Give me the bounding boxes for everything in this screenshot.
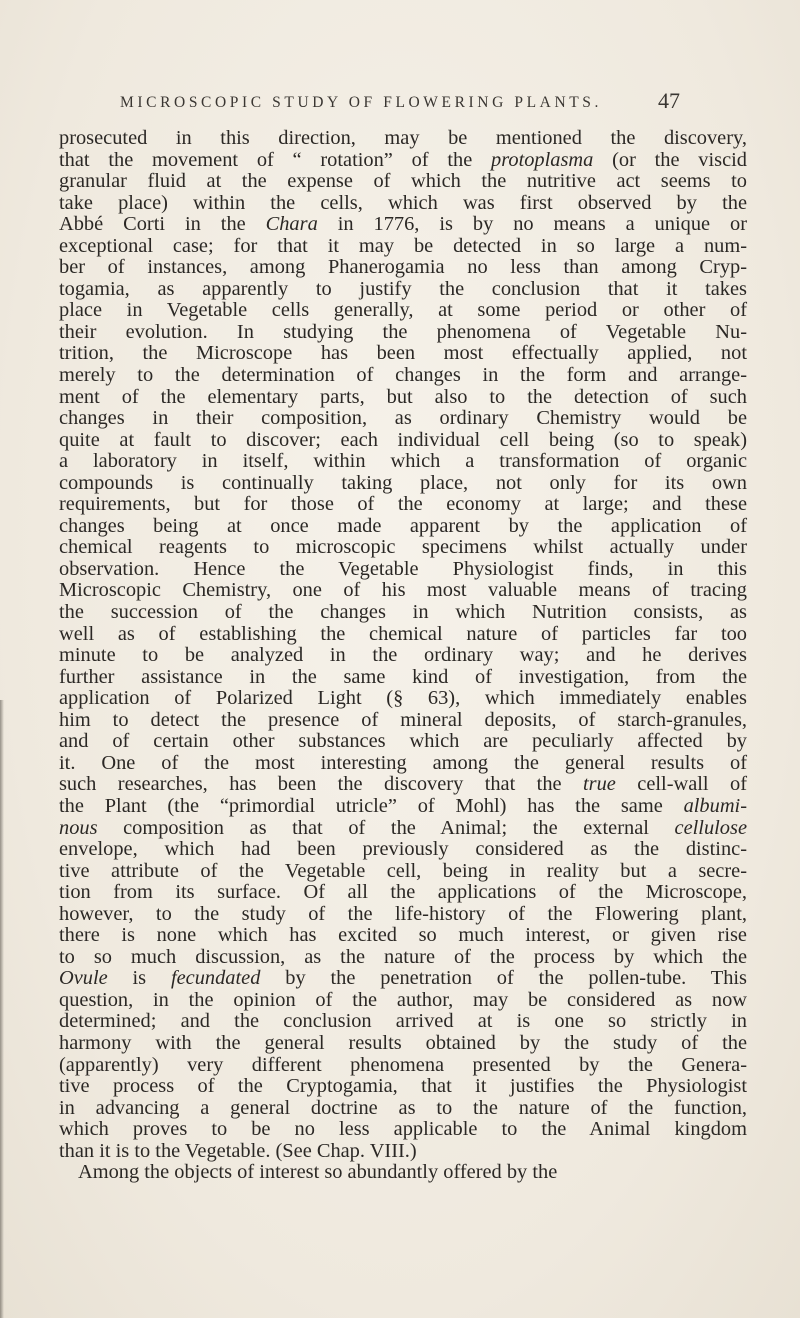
text-line: application of Polarized Light (§ 63), which immediately enables [59, 687, 747, 710]
text-line: observation. Hence the Vegetable Physiologist finds, in this [59, 557, 747, 580]
text-line: question, in the opinion of the author, may be considered as now [59, 988, 747, 1011]
text-line: envelope, which had been previously considered as the distinc- [59, 838, 747, 861]
text-line: quite at fault to discover; each individual cell being (so to speak) [59, 428, 747, 451]
text-line: changes being at once made apparent by the application of [59, 514, 747, 537]
text-line: prosecuted in this direction, may be mentioned the discovery, [59, 127, 747, 149]
text-line: and of certain other substances which are peculiarly affected by [59, 730, 747, 753]
text-line: take place) within the cells, which was first observed by the [59, 191, 747, 214]
text-line: it. One of the most interesting among the general results of [59, 751, 747, 774]
text-line: nous composition as that of the Animal; the external cellulose [59, 816, 747, 839]
text-line: which proves to be no less applicable to the Animal kingdom [59, 1118, 747, 1141]
text-line: there is none which has excited so much interest, or given rise [59, 924, 747, 947]
text-line: determined; and the conclusion arrived at is one so strictly in [59, 1010, 747, 1033]
text-line: chemical reagents to microscopic specimens whilst actually under [59, 536, 747, 559]
text-line: minute to be analyzed in the ordinary way; and he derives [59, 644, 747, 667]
running-title: MICROSCOPIC STUDY OF FLOWERING PLANTS. [120, 94, 603, 111]
text-line: the Plant (the “primordial utricle” of Mohl) has the same albumi- [59, 794, 747, 817]
text-line: in advancing a general doctrine as to the nature of the function, [59, 1096, 747, 1119]
text-line: compounds is continually taking place, not only for its own [59, 471, 747, 494]
text-line: that the movement of “ rotation” of the protoplasma (or the viscid [59, 148, 747, 171]
text-line: Ovule is fecundated by the penetration of the pollen-tube. This [59, 967, 747, 990]
text-line: however, to the study of the life-history of the Flowering plant, [59, 902, 747, 925]
text-line: ber of instances, among Phanerogamia no less than among Cryp- [59, 256, 747, 279]
page-header [120, 88, 680, 118]
text-line: Among the objects of interest so abundantly offered by the [78, 1161, 558, 1184]
text-line: further assistance in the same kind of investigation, from the [59, 665, 747, 688]
text-line: trition, the Microscope has been most effectually applied, not [59, 342, 747, 365]
binding-edge-shadow [0, 700, 4, 1318]
text-line: Microscopic Chemistry, one of his most valuable means of tracing [59, 579, 747, 602]
text-line: their evolution. In studying the phenomena of Vegetable Nu- [59, 320, 747, 343]
text-line: merely to the determination of changes in the form and arrange- [59, 364, 747, 387]
text-line: Abbé Corti in the Chara in 1776, is by no means a unique or [59, 213, 748, 236]
body-text [59, 128, 747, 1184]
text-line: changes in their composition, as ordinary Chemistry would be [59, 407, 747, 430]
text-line: granular fluid at the expense of which the nutritive act seems to [59, 170, 747, 193]
text-line: him to detect the presence of mineral deposits, of starch-granules, [59, 708, 747, 731]
text-line: ment of the elementary parts, but also to the detection of such [59, 385, 747, 408]
text-line: place in Vegetable cells generally, at some period or other of [59, 299, 747, 322]
text-line: tive process of the Cryptogamia, that it justifies the Physiologist [59, 1075, 747, 1098]
text-line: tion from its surface. Of all the applications of the Microscope, [59, 881, 747, 904]
text-line: a laboratory in itself, within which a transformation of organic [59, 450, 747, 473]
text-line: exceptional case; for that it may be detected in so large a num- [59, 234, 747, 257]
text-line: harmony with the general results obtained by the study of the [59, 1031, 747, 1054]
text-line: to so much discussion, as the nature of the process by which the [59, 945, 747, 968]
text-line: tive attribute of the Vegetable cell, being in reality but a secre- [59, 859, 747, 882]
text-line: togamia, as apparently to justify the conclusion that it takes [59, 277, 747, 300]
text-line: than it is to the Vegetable. (See Chap. VIII.) [59, 1139, 417, 1162]
text-line: (apparently) very different phenomena presented by the Genera- [59, 1053, 747, 1076]
text-line: such researches, has been the discovery that the true cell-wall of [59, 773, 747, 796]
text-line: requirements, but for those of the economy at large; and these [59, 493, 747, 516]
text-line: the succession of the changes in which Nutrition consists, as [59, 601, 747, 624]
text-line: well as of establishing the chemical nature of particles far too [59, 622, 747, 645]
page-number: 47 [658, 88, 680, 113]
